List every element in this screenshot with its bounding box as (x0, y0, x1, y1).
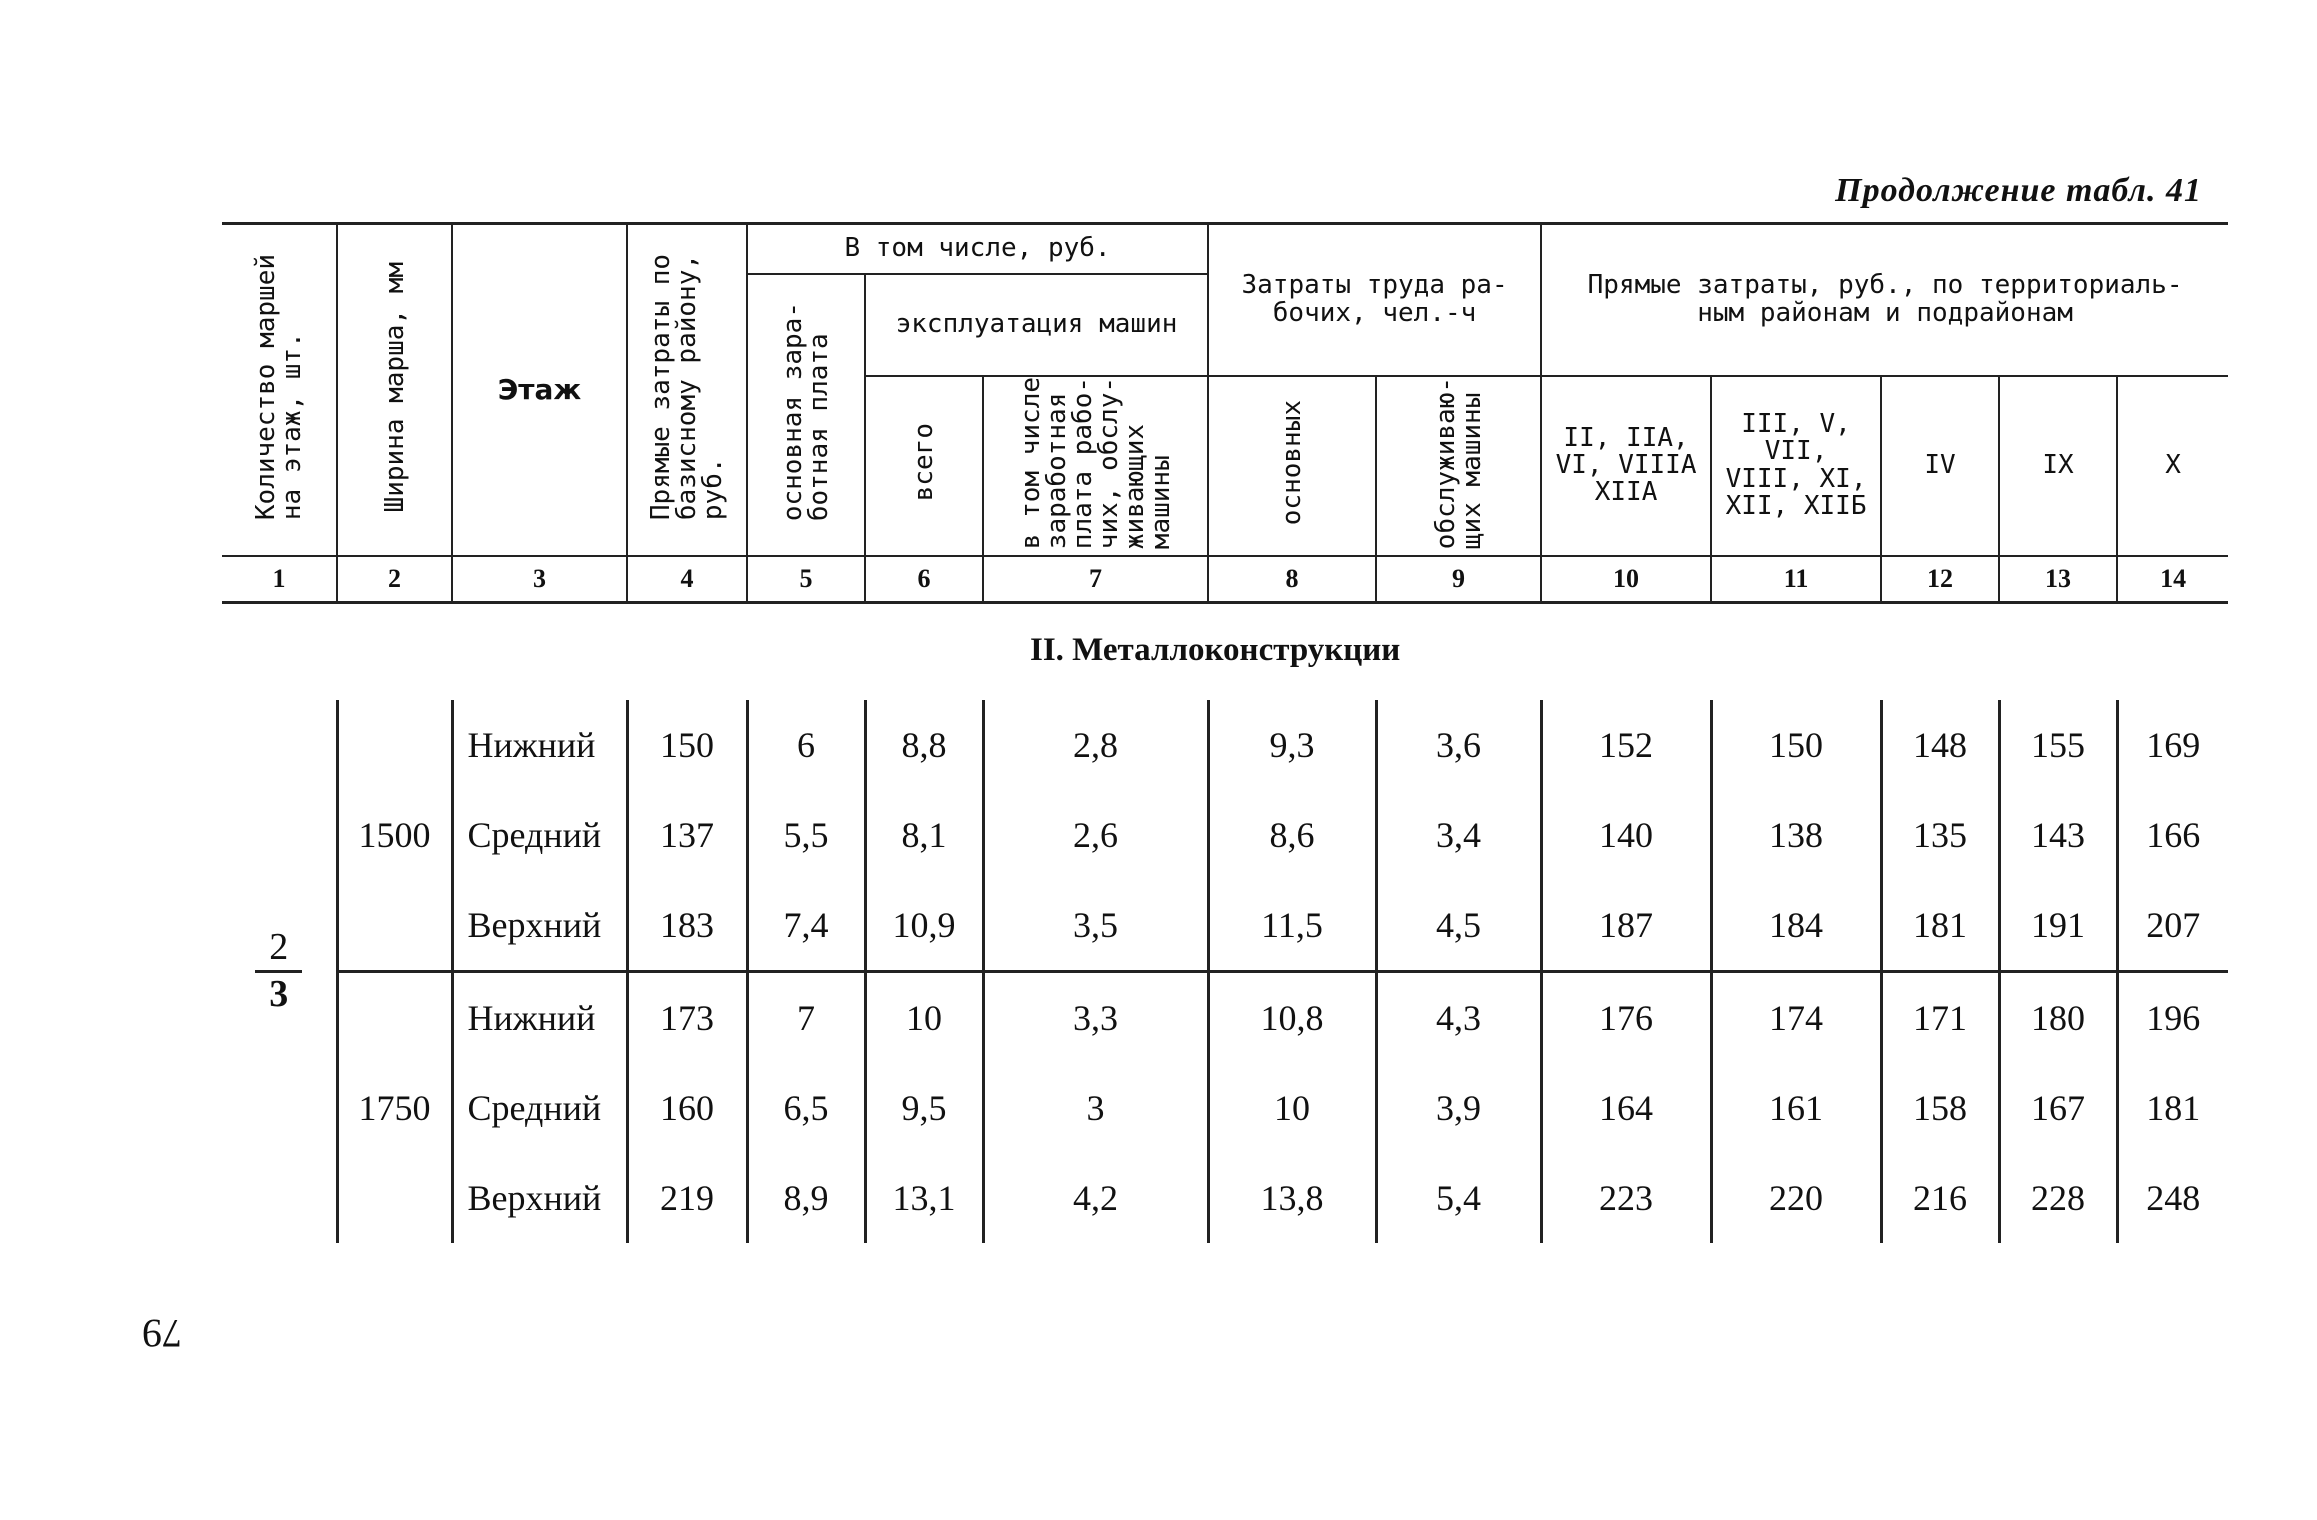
header-machine-wage (983, 376, 1208, 556)
column-number: 4 (627, 556, 747, 603)
value-cell: 10 (865, 972, 983, 1064)
header-machine-total-label: всего (909, 423, 939, 502)
value-cell: 138 (1711, 790, 1881, 880)
value-cell: 223 (1541, 1153, 1711, 1243)
header-march-width (337, 224, 452, 557)
header-including-rub (747, 224, 1208, 275)
section-title: II. Металлоконструкции (1030, 632, 1401, 668)
value-cell: 181 (1881, 880, 1999, 972)
column-number: 14 (2117, 556, 2228, 603)
value-cell: 150 (627, 700, 747, 790)
value-cell: 10,8 (1208, 972, 1376, 1064)
header-machine-total (865, 376, 983, 556)
value-cell: 228 (1999, 1153, 2117, 1243)
column-number: 11 (1711, 556, 1881, 603)
page-number: 79 (142, 1311, 182, 1356)
column-number: 10 (1541, 556, 1711, 603)
value-cell: 171 (1881, 972, 1999, 1064)
value-cell: 161 (1711, 1063, 1881, 1153)
value-cell: 8,1 (865, 790, 983, 880)
header-region-14-label: X (2165, 450, 2181, 481)
column-number: 6 (865, 556, 983, 603)
value-cell: 248 (2117, 1153, 2228, 1243)
value-cell: 173 (627, 972, 747, 1064)
value-cell: 150 (1711, 700, 1881, 790)
value-cell: 8,9 (747, 1153, 865, 1243)
value-cell: 9,3 (1208, 700, 1376, 790)
value-cell: 191 (1999, 880, 2117, 972)
value-cell: 10,9 (865, 880, 983, 972)
header-march-width-label: Ширина марша, мм (379, 261, 410, 513)
column-number: 13 (1999, 556, 2117, 603)
marches-count-cell (222, 700, 337, 1243)
value-cell: 3,6 (1376, 700, 1541, 790)
value-cell: 140 (1541, 790, 1711, 880)
table-row (222, 1153, 2228, 1243)
column-number: 9 (1376, 556, 1541, 603)
value-cell: 6,5 (747, 1063, 865, 1153)
value-cell: 169 (2117, 700, 2228, 790)
value-cell: 219 (627, 1153, 747, 1243)
header-floor-label: Этаж (497, 372, 582, 406)
value-cell: 137 (627, 790, 747, 880)
value-cell: 7 (747, 972, 865, 1064)
value-cell: 184 (1711, 880, 1881, 972)
table-row (222, 1063, 2228, 1153)
header-base-wage-label: основная зара- ботная плата (778, 302, 834, 522)
header-base-wage (747, 274, 865, 556)
value-cell: 164 (1541, 1063, 1711, 1153)
table-row (222, 700, 2228, 790)
value-cell: 13,8 (1208, 1153, 1376, 1243)
header-labor-main-label: основных (1277, 399, 1308, 526)
value-cell: 176 (1541, 972, 1711, 1064)
value-cell: 8,8 (865, 700, 983, 790)
header-region-13-label: IX (2042, 450, 2074, 481)
value-cell: 4,2 (983, 1153, 1208, 1243)
floor-cell: Нижний (452, 972, 627, 1064)
value-cell: 196 (2117, 972, 2228, 1064)
marches-numerator: 2 (269, 926, 289, 969)
header-region-12 (1881, 376, 1999, 556)
header-machine-wage-label: в том числе заработная плата рабо- чих, обслу- живающих машины (1015, 376, 1176, 549)
value-cell: 9,5 (865, 1063, 983, 1153)
header-marches-count-label: Количество маршей на этаж, шт. (251, 253, 307, 520)
column-number: 7 (983, 556, 1208, 603)
marches-denominator: 3 (255, 970, 302, 1017)
header-floor (452, 224, 627, 557)
floor-cell: Средний (452, 790, 627, 880)
value-cell: 152 (1541, 700, 1711, 790)
column-number: 2 (337, 556, 452, 603)
header-labor-machine-service-label: обслуживаю- щих машины (1430, 376, 1487, 549)
header-labor-main (1208, 376, 1376, 556)
value-cell: 135 (1881, 790, 1999, 880)
header-including-rub-label: В том числе, руб. (844, 233, 1111, 264)
body-table (222, 700, 2228, 1243)
table-row (222, 790, 2228, 880)
value-cell: 180 (1999, 972, 2117, 1064)
header-labor-costs-label: Затраты труда ра- бочих, чел.-ч (1241, 270, 1508, 328)
header-region-11 (1711, 376, 1881, 556)
value-cell: 174 (1711, 972, 1881, 1064)
value-cell: 2,8 (983, 700, 1208, 790)
header-direct-costs-base (627, 224, 747, 557)
header-region-13 (1999, 376, 2117, 556)
floor-cell: Средний (452, 1063, 627, 1153)
value-cell: 3,4 (1376, 790, 1541, 880)
value-cell: 181 (2117, 1063, 2228, 1153)
header-region-11-label: III, V, VII, VIII, XI, XII, XIIБ (1725, 409, 1867, 522)
value-cell: 220 (1711, 1153, 1881, 1243)
value-cell: 187 (1541, 880, 1711, 972)
value-cell: 148 (1881, 700, 1999, 790)
floor-cell: Верхний (452, 880, 627, 972)
value-cell: 11,5 (1208, 880, 1376, 972)
header-direct-costs-regions-label: Прямые затраты, руб., по территориаль- ным районам и подрайонам (1587, 270, 2183, 328)
table-header (222, 222, 2208, 604)
header-machine-operation-label: эксплуатация машин (895, 309, 1178, 340)
floor-cell: Верхний (452, 1153, 627, 1243)
header-marches-count (222, 224, 337, 557)
header-labor-machine-service (1376, 376, 1541, 556)
value-cell: 4,5 (1376, 880, 1541, 972)
value-cell: 5,5 (747, 790, 865, 880)
value-cell: 143 (1999, 790, 2117, 880)
header-labor-costs (1208, 224, 1541, 376)
column-number: 3 (452, 556, 627, 603)
value-cell: 158 (1881, 1063, 1999, 1153)
march-width-cell: 1750 (337, 972, 452, 1244)
header-machine-operation (865, 274, 1208, 376)
column-number: 5 (747, 556, 865, 603)
table-caption: Продолжение табл. 41 (1835, 172, 2202, 209)
value-cell: 13,1 (865, 1153, 983, 1243)
value-cell: 167 (1999, 1063, 2117, 1153)
value-cell: 10 (1208, 1063, 1376, 1153)
march-width-cell: 1500 (337, 700, 452, 972)
value-cell: 5,4 (1376, 1153, 1541, 1243)
value-cell: 183 (627, 880, 747, 972)
value-cell: 7,4 (747, 880, 865, 972)
table-row (222, 880, 2228, 972)
floor-cell: Нижний (452, 700, 627, 790)
column-number: 1 (222, 556, 337, 603)
table-body (222, 700, 2208, 1243)
header-table (222, 222, 2228, 604)
value-cell: 3,9 (1376, 1063, 1541, 1153)
header-region-12-label: IV (1924, 450, 1956, 481)
value-cell: 3 (983, 1063, 1208, 1153)
value-cell: 8,6 (1208, 790, 1376, 880)
value-cell: 3,5 (983, 880, 1208, 972)
header-direct-costs-regions (1541, 224, 2228, 376)
value-cell: 6 (747, 700, 865, 790)
header-region-14 (2117, 376, 2228, 556)
table-row (222, 972, 2228, 1064)
value-cell: 160 (627, 1063, 747, 1153)
header-direct-costs-base-label: Прямые затраты по базисному району, руб. (646, 253, 728, 520)
value-cell: 216 (1881, 1153, 1999, 1243)
header-region-10-label: II, IIА, VI, VIIIА XIIА (1555, 422, 1697, 508)
value-cell: 155 (1999, 700, 2117, 790)
column-number: 8 (1208, 556, 1376, 603)
value-cell: 166 (2117, 790, 2228, 880)
column-number: 12 (1881, 556, 1999, 603)
value-cell: 3,3 (983, 972, 1208, 1064)
header-region-10 (1541, 376, 1711, 556)
value-cell: 4,3 (1376, 972, 1541, 1064)
value-cell: 207 (2117, 880, 2228, 972)
value-cell: 2,6 (983, 790, 1208, 880)
marches-fraction (255, 926, 302, 1016)
